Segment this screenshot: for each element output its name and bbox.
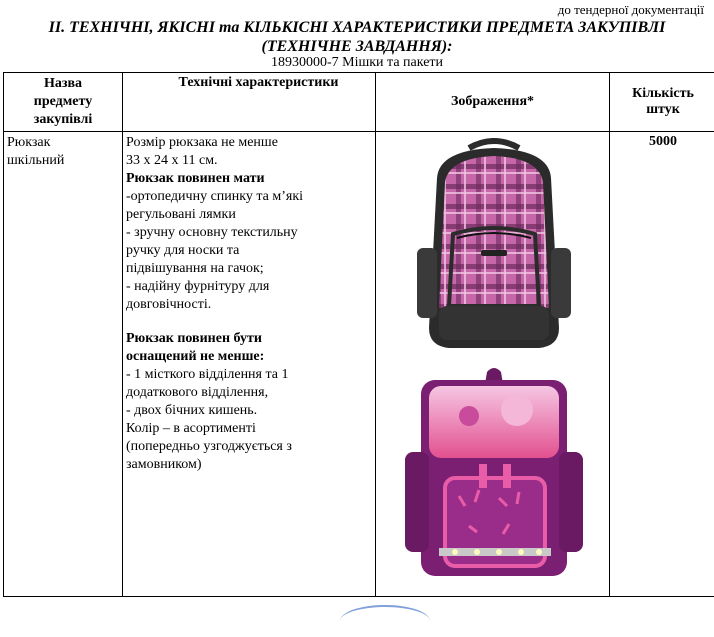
- spec-line: (попередньо узгоджується з: [126, 438, 372, 456]
- backpack-plaid-image: [409, 138, 579, 353]
- spec-line: - 1 місткого відділення та 1: [126, 366, 372, 384]
- spec-line: -ортопедичну спинку та м’які: [126, 188, 372, 206]
- backpack-school-image: [399, 366, 589, 584]
- header-text: закупівлі: [7, 111, 119, 129]
- heading-line-2: (ТЕХНІЧНЕ ЗАВДАННЯ):: [0, 37, 714, 56]
- spec-line: - двох бічних кишень.: [126, 402, 372, 420]
- spec-table: [3, 72, 714, 597]
- header-text: Технічні характеристики: [179, 75, 339, 90]
- header-text: Зображення*: [451, 94, 534, 109]
- specs-cell: [123, 132, 376, 597]
- spec-line: - надійну фурнітуру для: [126, 278, 372, 296]
- section-heading: [0, 18, 714, 56]
- document-reference: до тендерної документації: [558, 2, 704, 18]
- header-item-name: [4, 73, 123, 132]
- spec-line: 33 х 24 х 11 см.: [126, 152, 372, 170]
- spec-line: Розмір рюкзака не менше: [126, 134, 372, 152]
- header-text: штук: [613, 102, 713, 118]
- table-row: [4, 132, 714, 597]
- header-image: [376, 73, 610, 132]
- spec-line: регульовані лямки: [126, 206, 372, 224]
- spec-line: - зручну основну текстильну: [126, 224, 372, 242]
- classification-code: 18930000-7 Мішки та пакети: [0, 55, 714, 71]
- header-quantity: [610, 73, 714, 132]
- header-text: предмету: [7, 93, 119, 111]
- item-name: шкільний: [7, 152, 119, 170]
- quantity-cell: [610, 132, 714, 597]
- spec-line: довговічності.: [126, 296, 372, 314]
- quantity-value: 5000: [649, 134, 677, 149]
- spec-subtitle: Рюкзак повинен мати: [126, 170, 372, 188]
- header-text: Назва: [7, 75, 119, 93]
- spec-line: додаткового відділення,: [126, 384, 372, 402]
- header-specs: [123, 73, 376, 132]
- item-name-cell: [4, 132, 123, 597]
- spacer: [126, 314, 372, 330]
- spec-subtitle: оснащений не менше:: [126, 348, 372, 366]
- item-name: Рюкзак: [7, 134, 119, 152]
- header-text: Кількість: [613, 86, 713, 102]
- image-cell: [376, 132, 610, 597]
- spec-subtitle: Рюкзак повинен бути: [126, 330, 372, 348]
- table-header-row: [4, 73, 714, 132]
- spec-line: замовником): [126, 456, 372, 474]
- stamp-seal: [340, 605, 430, 637]
- spec-line: Колір – в асортименті: [126, 420, 372, 438]
- heading-line-1: II. ТЕХНІЧНІ, ЯКІСНІ та КІЛЬКІСНІ ХАРАКТЕРИСТИКИ ПРЕДМЕТА ЗАКУПІВЛІ: [0, 18, 714, 37]
- spec-line: підвішування на гачок;: [126, 260, 372, 278]
- spec-line: ручку для носки та: [126, 242, 372, 260]
